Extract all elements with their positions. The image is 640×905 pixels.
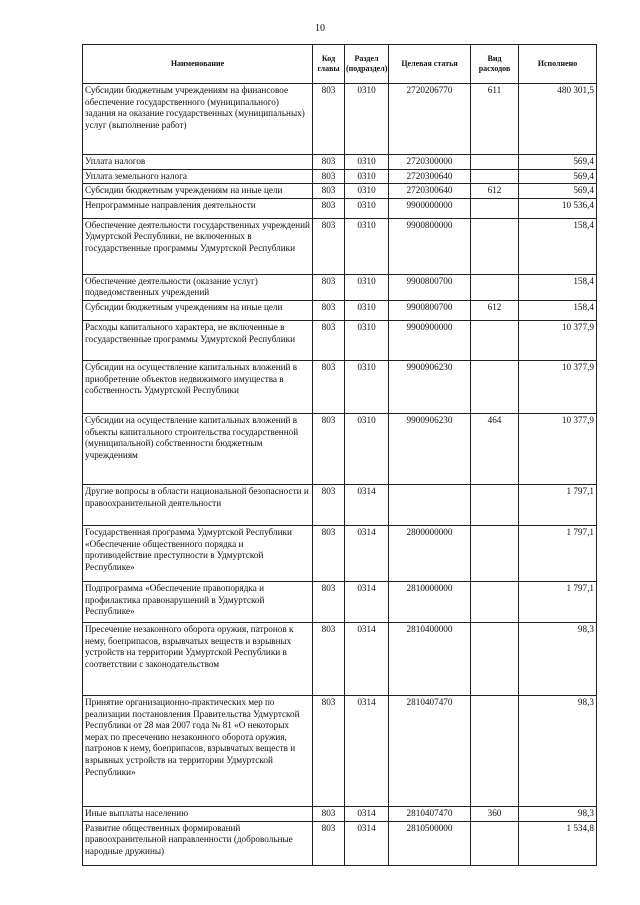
cell-amount: 10 377,9 (519, 360, 597, 413)
table-row (83, 184, 597, 199)
cell-name: Другие вопросы в области национальной безопасности и правоохранительной деятельности (83, 484, 313, 525)
cell-name: Обеспечение деятельности государственных учреждений Удмуртской Республики, не включенных в государственные программы Удмуртской Республики (83, 218, 313, 274)
cell-type (471, 622, 519, 695)
cell-amount: 569,4 (519, 155, 597, 170)
cell-name: Государственная программа Удмуртской Республики «Обеспечение общественного порядка и противодействие преступности в Удмуртской Республике» (83, 525, 313, 581)
cell-code: 803 (313, 360, 345, 413)
cell-name: Уплата земельного налога (83, 169, 313, 184)
cell-code: 803 (313, 320, 345, 360)
cell-section: 0310 (345, 184, 389, 199)
cell-section: 0310 (345, 320, 389, 360)
cell-code: 803 (313, 169, 345, 184)
cell-name: Субсидии бюджетным учреждениям на иные цели (83, 184, 313, 199)
cell-section: 0314 (345, 695, 389, 806)
cell-amount: 1 534,8 (519, 821, 597, 865)
cell-section: 0314 (345, 821, 389, 865)
cell-code: 803 (313, 484, 345, 525)
cell-section: 0314 (345, 581, 389, 622)
cell-type (471, 525, 519, 581)
cell-code: 803 (313, 622, 345, 695)
cell-section: 0310 (345, 300, 389, 320)
budget-table (82, 44, 597, 866)
cell-section: 0310 (345, 360, 389, 413)
cell-name: Пресечение незаконного оборота оружия, патронов к нему, боеприпасов, взрывчатых веществ и взрывных устройств на территории Удмуртской Республики в соответствии с законодательством (83, 622, 313, 695)
cell-name: Подпрограмма «Обеспечение правопорядка и профилактика правонарушений в Удмуртской Республике» (83, 581, 313, 622)
cell-name: Субсидии на осуществление капитальных вложений в приобретение объектов недвижимого имущества в собственность Удмуртской Республики (83, 360, 313, 413)
cell-code: 803 (313, 525, 345, 581)
cell-target: 2800000000 (389, 525, 471, 581)
table-row (83, 155, 597, 170)
cell-target: 9900906230 (389, 360, 471, 413)
cell-code: 803 (313, 821, 345, 865)
cell-target: 2810407470 (389, 695, 471, 806)
table-row (83, 300, 597, 320)
cell-code: 803 (313, 300, 345, 320)
cell-amount: 569,4 (519, 184, 597, 199)
cell-section: 0314 (345, 806, 389, 821)
cell-target: 2720300000 (389, 155, 471, 170)
cell-type (471, 218, 519, 274)
table-row (83, 198, 597, 218)
cell-type (471, 695, 519, 806)
cell-code: 803 (313, 413, 345, 484)
cell-section: 0310 (345, 274, 389, 300)
cell-section: 0310 (345, 198, 389, 218)
cell-type (471, 155, 519, 170)
cell-target: 9900900000 (389, 320, 471, 360)
cell-amount: 98,3 (519, 806, 597, 821)
cell-type: 612 (471, 300, 519, 320)
table-row (83, 320, 597, 360)
cell-code: 803 (313, 198, 345, 218)
cell-amount: 10 536,4 (519, 198, 597, 218)
cell-section: 0310 (345, 155, 389, 170)
cell-name: Иные выплаты населению (83, 806, 313, 821)
cell-type: 611 (471, 84, 519, 155)
cell-target: 9900800700 (389, 274, 471, 300)
table-row (83, 484, 597, 525)
cell-target: 9900906230 (389, 413, 471, 484)
table-header-row (83, 45, 597, 84)
col-header-name: Наименование (83, 45, 313, 84)
cell-type: 612 (471, 184, 519, 199)
col-header-amount: Исполнено (519, 45, 597, 84)
cell-amount: 10 377,9 (519, 413, 597, 484)
cell-code: 803 (313, 695, 345, 806)
cell-target: 9900800700 (389, 300, 471, 320)
cell-section: 0314 (345, 484, 389, 525)
cell-name: Субсидии бюджетным учреждениям на финансовое обеспечение государственного (муниципального) задания на оказание государственных (муниципальных) услуг (выполнение работ) (83, 84, 313, 155)
cell-target: 2810400000 (389, 622, 471, 695)
cell-section: 0310 (345, 169, 389, 184)
cell-amount: 10 377,9 (519, 320, 597, 360)
cell-amount: 158,4 (519, 218, 597, 274)
cell-amount: 1 797,1 (519, 484, 597, 525)
col-header-target: Целевая статья (389, 45, 471, 84)
col-header-type: Вид расходов (471, 45, 519, 84)
cell-type (471, 274, 519, 300)
cell-target: 9900000000 (389, 198, 471, 218)
table-row (83, 218, 597, 274)
table-row (83, 413, 597, 484)
cell-code: 803 (313, 184, 345, 199)
cell-amount: 98,3 (519, 695, 597, 806)
cell-type (471, 320, 519, 360)
col-header-section: Раздел (подраздел) (345, 45, 389, 84)
table-row (83, 274, 597, 300)
cell-amount: 158,4 (519, 274, 597, 300)
cell-target: 2720300640 (389, 184, 471, 199)
cell-amount: 1 797,1 (519, 581, 597, 622)
cell-name: Обеспечение деятельности (оказание услуг) подведомственных учреждений (83, 274, 313, 300)
cell-section: 0314 (345, 622, 389, 695)
cell-code: 803 (313, 218, 345, 274)
cell-target: 2720300640 (389, 169, 471, 184)
cell-amount: 98,3 (519, 622, 597, 695)
cell-type (471, 198, 519, 218)
table-row (83, 581, 597, 622)
cell-name: Уплата налогов (83, 155, 313, 170)
cell-code: 803 (313, 274, 345, 300)
cell-type (471, 484, 519, 525)
table-row (83, 622, 597, 695)
cell-name: Принятие организационно-практических мер по реализации постановления Правительства Удмуртской Республики от 28 мая 2007 года № 81 «О некоторых мерах по пресечению незаконного оборота оружия, патронов к нему, боеприпасов, взрывчатых веществ и взрывных устройств на территории Удмуртской Республики» (83, 695, 313, 806)
table-row (83, 169, 597, 184)
cell-name: Непрограммные направления деятельности (83, 198, 313, 218)
cell-type (471, 821, 519, 865)
col-header-code: Код главы (313, 45, 345, 84)
table-row (83, 525, 597, 581)
cell-type (471, 169, 519, 184)
cell-target: 2810407470 (389, 806, 471, 821)
cell-target: 9900800000 (389, 218, 471, 274)
cell-code: 803 (313, 581, 345, 622)
cell-code: 803 (313, 155, 345, 170)
cell-section: 0310 (345, 413, 389, 484)
cell-code: 803 (313, 84, 345, 155)
cell-name: Субсидии бюджетным учреждениям на иные цели (83, 300, 313, 320)
cell-amount: 158,4 (519, 300, 597, 320)
table-row (83, 806, 597, 821)
table-row (83, 84, 597, 155)
cell-target (389, 484, 471, 525)
cell-type: 360 (471, 806, 519, 821)
cell-target: 2810000000 (389, 581, 471, 622)
cell-type (471, 360, 519, 413)
cell-name: Субсидии на осуществление капитальных вложений в объекты капитального строительства государственной (муниципальной) собственности бюджетным учреждениям (83, 413, 313, 484)
cell-type (471, 581, 519, 622)
cell-name: Развитие общественных формирований правоохранительной направленности (добровольные народные дружины) (83, 821, 313, 865)
cell-amount: 1 797,1 (519, 525, 597, 581)
cell-amount: 569,4 (519, 169, 597, 184)
cell-name: Расходы капитального характера, не включенные в государственные программы Удмуртской Республики (83, 320, 313, 360)
cell-type: 464 (471, 413, 519, 484)
cell-target: 2810500000 (389, 821, 471, 865)
table-row (83, 695, 597, 806)
cell-section: 0310 (345, 218, 389, 274)
cell-section: 0314 (345, 525, 389, 581)
cell-target: 2720206770 (389, 84, 471, 155)
page-number: 10 (315, 23, 325, 34)
cell-section: 0310 (345, 84, 389, 155)
table-row (83, 821, 597, 865)
table-row (83, 360, 597, 413)
cell-amount: 480 301,5 (519, 84, 597, 155)
cell-code: 803 (313, 806, 345, 821)
